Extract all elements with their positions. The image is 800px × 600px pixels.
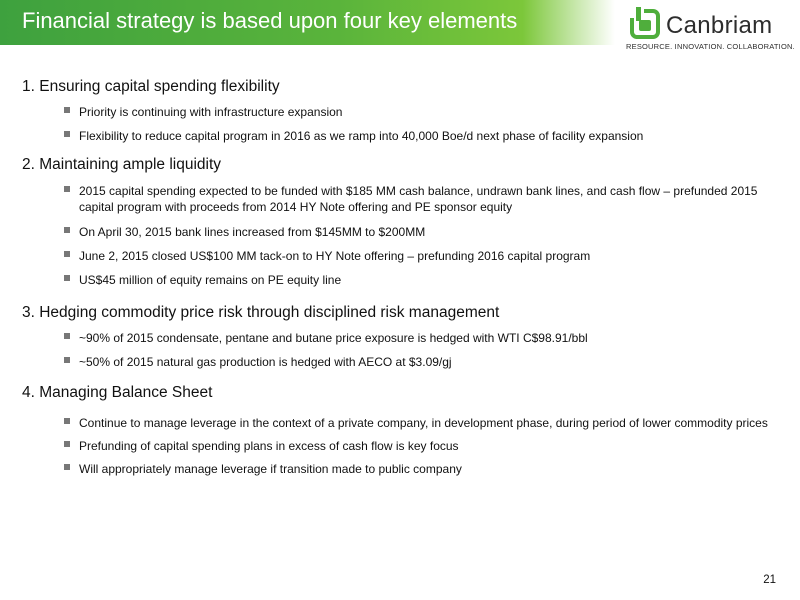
bullet-text: Will appropriately manage leverage if transition made to public company xyxy=(79,462,462,476)
bullet-text: ~50% of 2015 natural gas production is hedged with AECO at $3.09/gj xyxy=(79,355,452,369)
section-heading: 4. Managing Balance Sheet xyxy=(22,384,213,401)
bullet-text: June 2, 2015 closed US$100 MM tack-on to HY Note offering – prefunding 2016 capital program xyxy=(79,249,591,263)
page-number: 21 xyxy=(763,574,776,586)
section-heading: 3. Hedging commodity price risk through disciplined risk management xyxy=(22,304,500,321)
slide-title: Financial strategy is based upon four key elements xyxy=(22,8,518,33)
bullet-square-icon xyxy=(64,441,75,452)
bullet-text: Priority is continuing with infrastructure expansion xyxy=(79,105,343,119)
bullet-square-icon xyxy=(64,186,75,197)
bullet-text: US$45 million of equity remains on PE equity line xyxy=(79,273,342,287)
logo-tagline: RESOURCE. INNOVATION. COLLABORATION. xyxy=(626,42,795,51)
bullet-square-icon xyxy=(64,464,75,475)
bullet-text: 2015 capital spending expected to be funded with $185 MM cash balance, undrawn bank lines, and cash flow – prefunded 2015 capital program with proceeds from 2014 HY Note offering and PE sponsor equity xyxy=(79,184,758,214)
bullet-square-icon xyxy=(64,131,75,142)
bullet-text: On April 30, 2015 bank lines increased from $145MM to $200MM xyxy=(79,225,426,239)
bullet-square-icon xyxy=(64,251,75,262)
section-heading: 1. Ensuring capital spending flexibility xyxy=(22,78,280,95)
bullet-square-icon xyxy=(64,333,75,344)
bullet-text: Flexibility to reduce capital program in 2016 as we ramp into 40,000 Boe/d next phase of facility expansion xyxy=(79,129,644,143)
section-heading: 2. Maintaining ample liquidity xyxy=(22,156,222,173)
bullet-square-icon xyxy=(64,357,75,368)
bullet-text: ~90% of 2015 condensate, pentane and butane price exposure is hedged with WTI C$98.91/bbl xyxy=(79,331,588,345)
bullet-square-icon xyxy=(64,418,75,429)
bullet-text: Prefunding of capital spending plans in excess of cash flow is key focus xyxy=(79,439,459,453)
bullet-square-icon xyxy=(64,227,75,238)
logo-wordmark: Canbriam xyxy=(666,12,773,39)
bullet-text: Continue to manage leverage in the context of a private company, in development phase, during period of lower commodity prices xyxy=(79,416,768,430)
bullet-square-icon xyxy=(64,275,75,286)
bullet-square-icon xyxy=(64,107,75,118)
